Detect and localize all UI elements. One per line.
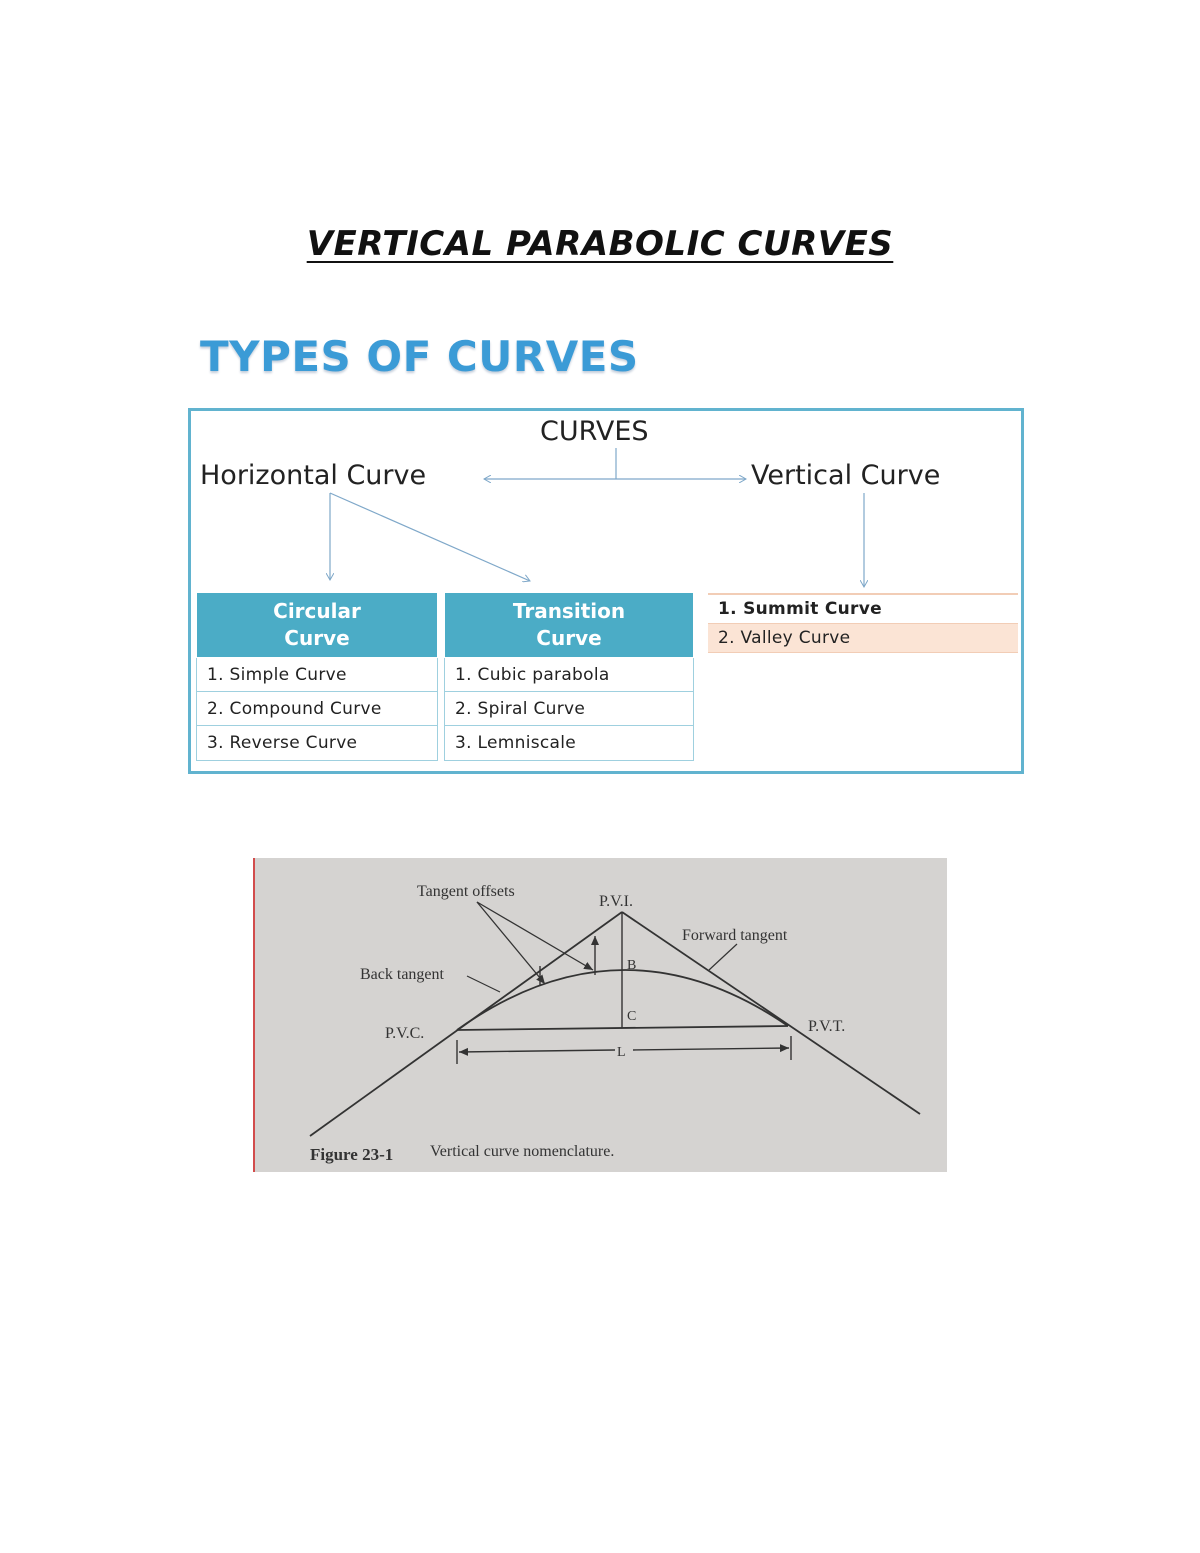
vertical-curve-figure xyxy=(253,858,947,1172)
dimension-arrow-left xyxy=(459,1050,615,1052)
horizontal-curve-label: Horizontal Curve xyxy=(200,460,427,491)
pvt-label: P.V.T. xyxy=(808,1018,846,1035)
vertical-curve-drawing xyxy=(255,858,947,1172)
table-row: 1. Summit Curve xyxy=(708,594,1018,624)
transition-curve-header: Transition Curve xyxy=(445,593,694,658)
pvi-label: P.V.I. xyxy=(599,893,633,910)
back-tangent-leader xyxy=(467,976,500,992)
table-row: 2. Spiral Curve xyxy=(445,692,694,726)
figure-caption-number: Figure 23-1 xyxy=(310,1145,394,1164)
section-heading: TYPES OF CURVES xyxy=(200,332,639,381)
table-row: 2. Compound Curve xyxy=(197,692,438,726)
pvc-label: P.V.C. xyxy=(385,1025,425,1042)
document-title: VERTICAL PARABOLIC CURVES xyxy=(306,224,894,264)
table-row: 3. Reverse Curve xyxy=(197,726,438,761)
dimension-arrow-right xyxy=(633,1048,789,1050)
transition-curve-table xyxy=(444,592,694,761)
curves-root-label: CURVES xyxy=(540,416,649,447)
tangent-offsets-leader xyxy=(477,902,545,984)
l-label: L xyxy=(617,1045,626,1060)
vertical-curve-table xyxy=(708,593,1018,653)
circular-curve-header: Circular Curve xyxy=(197,593,438,658)
arrow-to-transition xyxy=(330,493,530,581)
figure-caption-text: Vertical curve nomenclature. xyxy=(430,1143,615,1160)
circular-curve-table xyxy=(196,592,438,761)
b-label: B xyxy=(627,958,637,973)
table-row: 1. Simple Curve xyxy=(197,658,438,692)
table-row: 1. Cubic parabola xyxy=(445,658,694,692)
back-tangent-label: Back tangent xyxy=(360,966,444,983)
forward-tangent-leader xyxy=(709,944,737,970)
tangent-offsets-label: Tangent offsets xyxy=(417,883,515,900)
table-row: 2. Valley Curve xyxy=(708,624,1018,653)
vertical-curve-label: Vertical Curve xyxy=(751,460,941,491)
forward-tangent-label: Forward tangent xyxy=(682,927,788,944)
tangent-offsets-leader xyxy=(477,902,593,970)
table-row: 3. Lemniscale xyxy=(445,726,694,761)
c-label: C xyxy=(627,1009,637,1024)
